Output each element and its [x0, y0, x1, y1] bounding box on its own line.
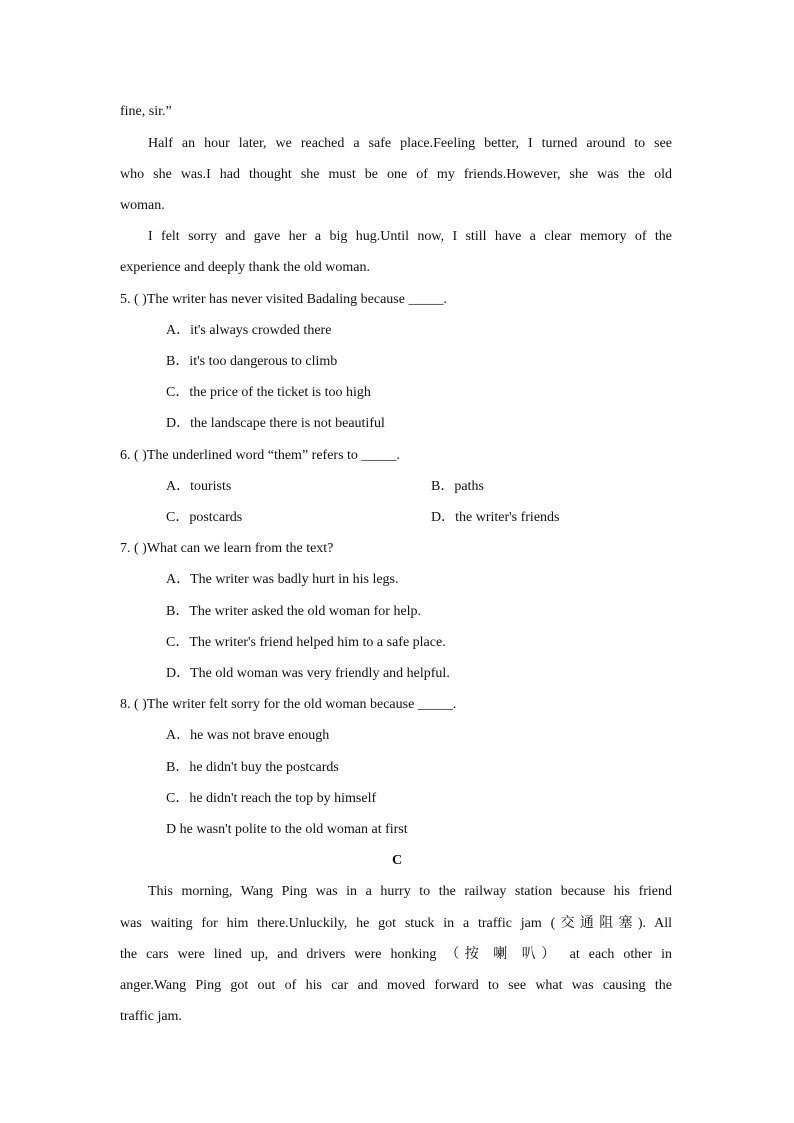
question-6-option-b: B．paths [431, 479, 484, 494]
question-6-stem: 6. ( )The underlined word “them” refers to _____. [120, 448, 400, 463]
question-8-option-c: C．he didn't reach the top by himself [166, 791, 377, 806]
question-5-option-d: D．the landscape there is not beautiful [166, 416, 385, 431]
question-5-stem: 5. ( )The writer has never visited Badaling because _____. [120, 292, 447, 307]
passage-line: the cars were lined up, and drivers were honking （按 喇 叭） at each other in [120, 947, 672, 962]
passage-line: Half an hour later, we reached a safe place.Feeling better, I turned around to see [148, 136, 672, 151]
question-7-option-b: B．The writer asked the old woman for help. [166, 604, 422, 619]
question-5-option-a: A．it's always crowded there [166, 323, 332, 338]
question-6-option-c: C．postcards [166, 510, 243, 525]
passage-line: fine, sir.” [120, 104, 172, 119]
question-5-option-c: C．the price of the ticket is too high [166, 385, 371, 400]
question-8-option-d: D he wasn't polite to the old woman at first [166, 822, 408, 837]
passage-line: I felt sorry and gave her a big hug.Until now, I still have a clear memory of the [148, 229, 672, 244]
question-6-option-d: D．the writer's friends [431, 510, 560, 525]
question-8-option-a: A．he was not brave enough [166, 728, 330, 743]
passage-line: who she was.I had thought she must be one of my friends.However, she was the old [120, 167, 672, 182]
passage-line: was waiting for him there.Unluckily, he got stuck in a traffic jam (交通阻塞). All [120, 916, 672, 931]
section-heading: C [391, 853, 403, 868]
question-7-option-c: C．The writer's friend helped him to a safe place. [166, 635, 446, 650]
question-7-stem: 7. ( )What can we learn from the text? [120, 541, 334, 556]
passage-line: traffic jam. [120, 1009, 182, 1024]
passage-line: anger.Wang Ping got out of his car and moved forward to see what was causing the [120, 978, 672, 993]
passage-line: experience and deeply thank the old woman. [120, 260, 370, 275]
question-8-stem: 8. ( )The writer felt sorry for the old woman because _____. [120, 697, 457, 712]
passage-line: woman. [120, 198, 165, 213]
question-7-option-d: D．The old woman was very friendly and helpful. [166, 666, 450, 681]
question-8-option-b: B．he didn't buy the postcards [166, 760, 339, 775]
question-7-option-a: A．The writer was badly hurt in his legs. [166, 572, 399, 587]
passage-line: This morning, Wang Ping was in a hurry to the railway station because his friend [148, 884, 672, 899]
question-5-option-b: B．it's too dangerous to climb [166, 354, 338, 369]
question-6-option-a: A．tourists [166, 479, 232, 494]
